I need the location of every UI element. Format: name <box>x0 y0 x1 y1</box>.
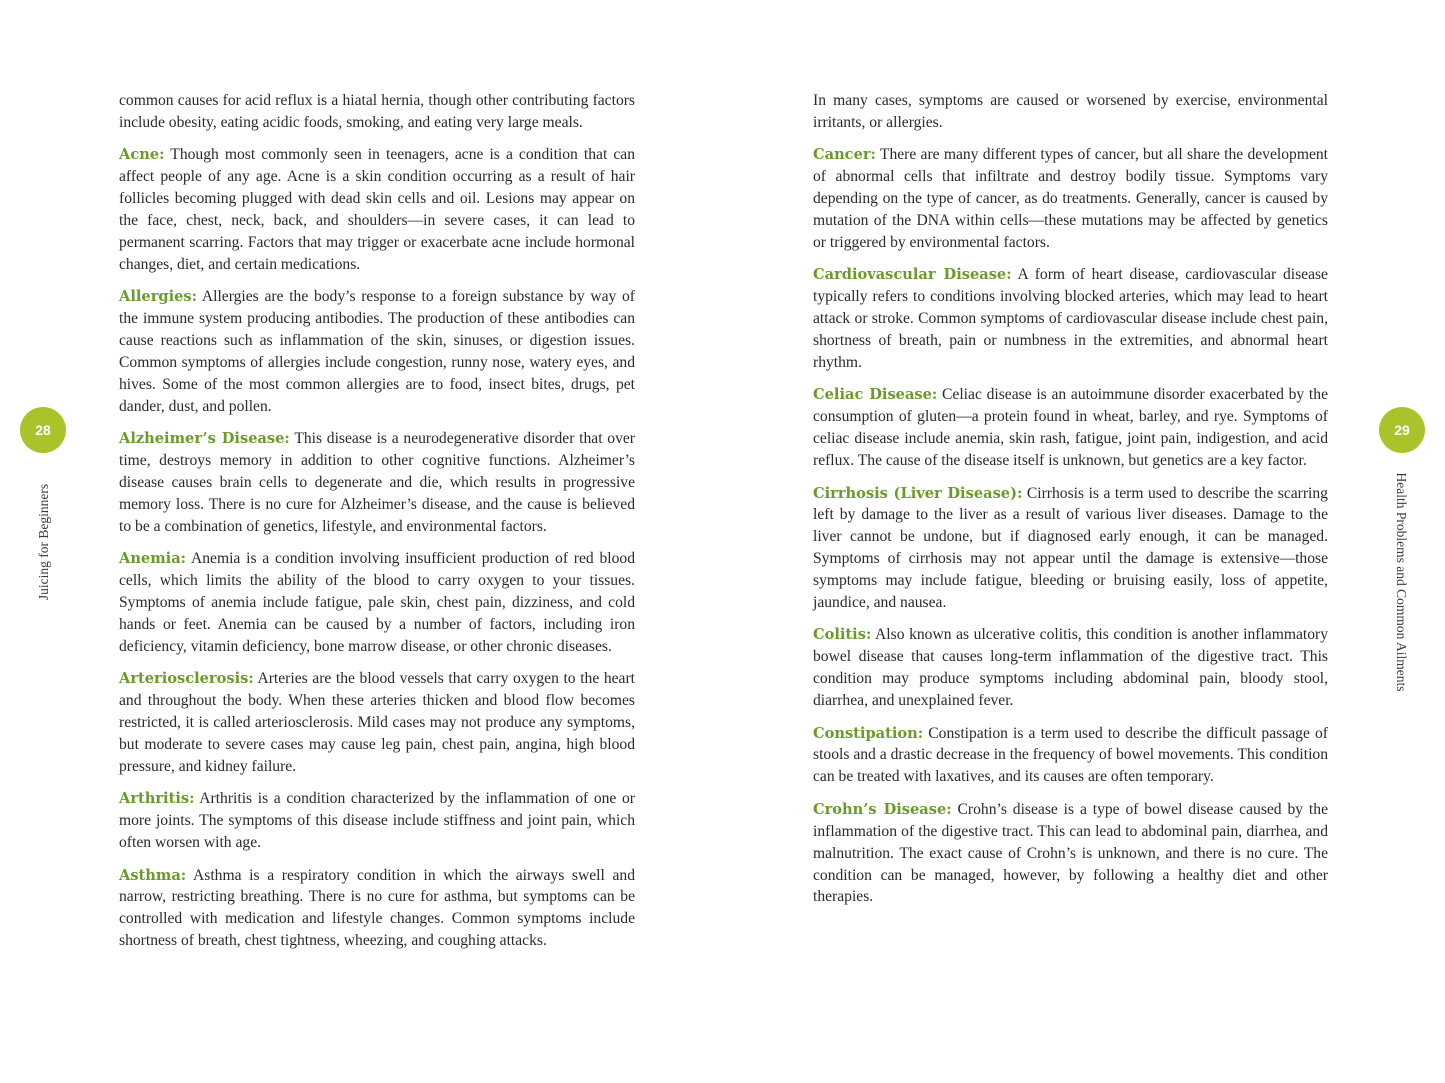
text-column <box>813 90 1328 919</box>
entry-term: Arteriosclerosis: <box>119 670 254 688</box>
entry-constipation <box>813 723 1328 789</box>
entry-text: Though most commonly seen in teenagers, acne is a condition that can affect people of any age. Acne is a skin condition occurring as a result of hair follicles becoming plugged with dead skin cells and oil. Lesions may appear on the face, chest, neck, back, and shoulders—in severe cases, it can lead to permanent scarring. Factors that may trigger or exacerbate acne include hormonal changes, diet, and certain medications. <box>119 146 635 273</box>
running-head: Juicing for Beginners <box>36 483 51 601</box>
entry-text: A form of heart disease, cardiovascular disease typically refers to conditions involving blocked arteries, which may lead to heart attack or stroke. Common symptoms of cardiovascular disease include chest pain, shortness of breath, pain or numbness in the extremities, and abnormal heart rhythm. <box>813 266 1328 371</box>
entry-alzheimers <box>119 428 635 538</box>
entry-text: Celiac disease is an autoimmune disorder exacerbated by the consumption of gluten—a protein found in wheat, barley, and rye. Symptoms of celiac disease include anemia, skin rash, fatigue, joint pain, indigestion, and acid reflux. The cause of the disease itself is unknown, but genetics are a key factor. <box>813 386 1328 470</box>
entry-term: Celiac Disease: <box>813 386 938 404</box>
entry-text: Constipation is a term used to describe the difficult passage of stools and a drastic decrease in the frequency of bowel movements. This condition can be treated with laxatives, and its causes are often temporary. <box>813 724 1328 786</box>
entry-term: Acne: <box>119 146 165 164</box>
text-column <box>119 90 635 963</box>
entry-text: Arthritis is a condition characterized by the inflammation of one or more joints. The symptoms of this disease include stiffness and joint pain, which often worsen with age. <box>119 790 635 852</box>
entry-term: Asthma: <box>119 866 187 884</box>
running-head: Health Problems and Common Ailments <box>1394 472 1409 692</box>
entry-cardiovascular-disease <box>813 264 1328 374</box>
entry-crohns-disease <box>813 799 1328 909</box>
entry-text: This disease is a neurodegenerative disorder that over time, destroys memory in addition to other cognitive functions. Alzheimer’s disease causes brain cells to degenerate and die, which results in progressive memory loss. There is no cure for Alzheimer’s disease, and the cause is believed to be a combination of genetics, lifestyle, and environmental factors. <box>119 430 636 535</box>
entry-term: Crohn’s Disease: <box>813 800 952 818</box>
entry-text: Crohn’s disease is a type of bowel disease caused by the inflammation of the digestive tract. This can lead to abdominal pain, diarrhea, and malnutrition. The exact cause of Crohn’s is unknown, and there is no cure. The condition can be managed, however, by following a healthy diet and other therapies. <box>813 800 1328 906</box>
entry-text: There are many different types of cancer, but all share the development of abnormal cells that infiltrate and destroy bodily tissue. Symptoms vary depending on the type of cancer, as do treatments. Generally, cancer is caused by mutation of the DNA within cells—these mutations may be affected by genetics or triggered by environmental factors. <box>813 146 1328 251</box>
intro-paragraph: In many cases, symptoms are caused or worsened by exercise, environmental irritants, or allergies. <box>813 92 1328 131</box>
entry-term: Allergies: <box>119 288 198 306</box>
entry-term: Cancer: <box>813 146 876 164</box>
entry-text: Also known as ulcerative colitis, this condition is another inflammatory bowel disease that causes long-term inflammation of the digestive tract. This condition may produce symptoms including abdominal pain, bloody stool, diarrhea, and unexplained fever. <box>813 626 1329 710</box>
entry-acne <box>119 144 635 275</box>
entry-term: Alzheimer’s Disease: <box>119 430 290 448</box>
right-page <box>722 0 1444 1083</box>
entry-term: Constipation: <box>813 724 924 742</box>
entry-term: Arthritis: <box>119 790 195 808</box>
entry-anemia <box>119 548 635 658</box>
entry-asthma <box>119 865 635 953</box>
page-number: 29 <box>1394 422 1410 438</box>
entry-term: Colitis: <box>813 626 872 644</box>
entry-colitis <box>813 624 1328 712</box>
entry-cancer <box>813 144 1328 254</box>
entry-term: Anemia: <box>119 550 187 568</box>
entry-text: Asthma is a respiratory condition in which the airways swell and narrow, restricting breathing. There is no cure for asthma, but symptoms can be controlled with medication and lifestyle changes. Common symptoms include shortness of breath, chest tightness, wheezing, and coughing attacks. <box>119 866 635 950</box>
page-number: 28 <box>35 422 51 438</box>
entry-term: Cirrhosis (Liver Disease): <box>813 484 1023 502</box>
entry-cirrhosis <box>813 483 1328 614</box>
entry-text: Allergies are the body’s response to a foreign substance by way of the immune system producing antibodies. The production of these antibodies can cause reactions such as inflammation of the skin, sinuses, or digestion issues. Common symptoms of allergies include congestion, runny nose, watery eyes, and hives. Some of the most common allergies are to food, insect bites, drugs, pet dander, dust, and pollen. <box>119 288 635 415</box>
entry-allergies <box>119 286 635 417</box>
entry-term: Cardiovascular Disease: <box>813 266 1012 284</box>
page-number-badge <box>1379 407 1425 453</box>
intro-paragraph: common causes for acid reflux is a hiatal hernia, though other contributing factors include obesity, eating acidic foods, smoking, and eating very large meals. <box>119 92 635 131</box>
entry-text: Anemia is a condition involving insufficient production of red blood cells, which limits the ability of the blood to carry oxygen to your tissues. Symptoms of anemia include fatigue, pale skin, chest pain, dizziness, and cold hands or feet. Anemia can be caused by a number of factors, including iron deficiency, vitamin deficiency, bone marrow disease, or other chronic diseases. <box>119 550 635 655</box>
entry-celiac-disease <box>813 384 1328 472</box>
entry-text: Arteries are the blood vessels that carry oxygen to the heart and throughout the body. When these arteries thicken and blood flow becomes restricted, it is called arteriosclerosis. Mild cases may not produce any symptoms, but moderate to severe cases may cause leg pain, chest pain, angina, high blood pressure, and kidney failure. <box>119 670 635 775</box>
page-number-badge <box>20 407 66 453</box>
entry-arteriosclerosis <box>119 668 635 778</box>
entry-text: Cirrhosis is a term used to describe the scarring left by damage to the liver as a result of various liver diseases. Damage to the liver cannot be undone, but if diagnosed early enough, it can be managed. Symptoms of cirrhosis may not appear until the damage is extensive—those symptoms may include fatigue, bleeding or bruising easily, loss of appetite, jaundice, and nausea. <box>813 484 1328 612</box>
entry-arthritis <box>119 788 635 854</box>
left-page <box>0 0 722 1083</box>
